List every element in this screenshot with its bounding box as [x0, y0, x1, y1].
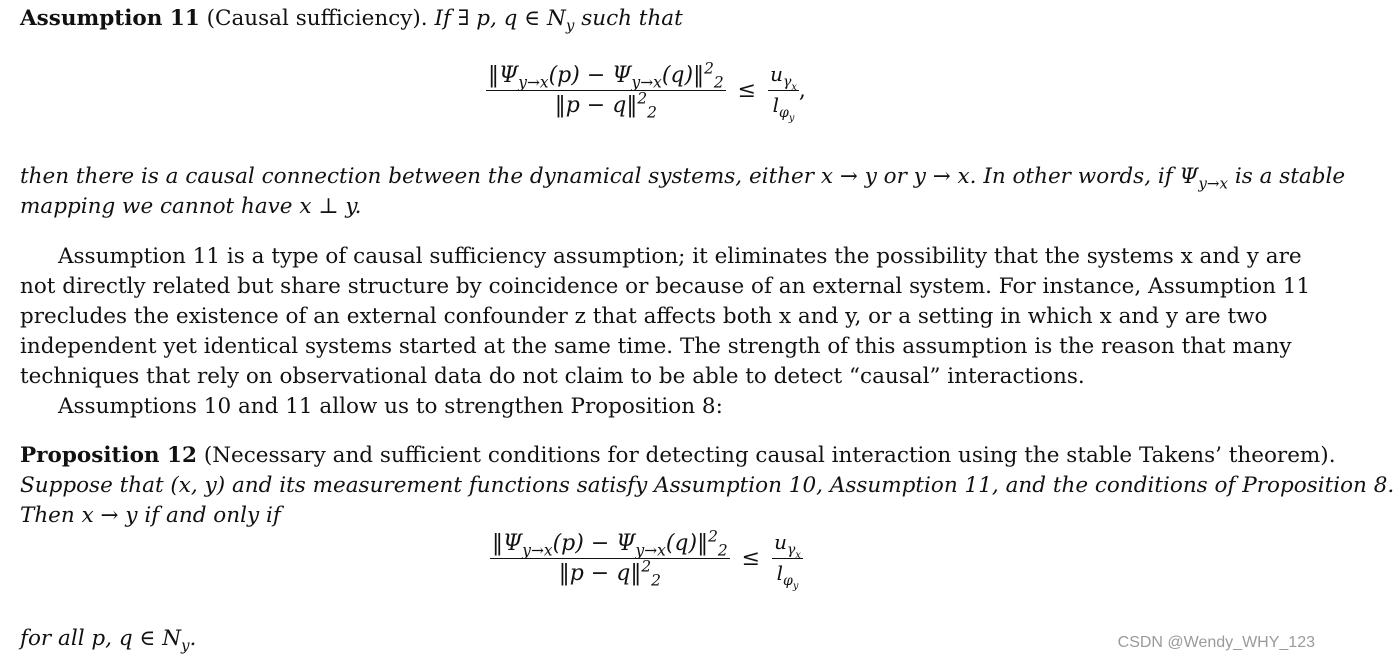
proposition-line-2: Then x → y if and only if	[20, 503, 281, 528]
bound-fraction: $\frac{u_{\gamma_x}}{l_{\varphi_y}}$	[770, 62, 797, 124]
assumption-conclusion-line-1: then there is a causal connection between the dynamical systems, either x → y or y → x. In other words, if $\Psi_{y\to x}$ is a stable	[20, 164, 1346, 193]
assumption-heading: Assumption 11	[20, 6, 200, 31]
body-para1-line-3: precludes the existence of an external confounder z that affects both x and y, or a setting in which x and y are two	[20, 304, 1268, 329]
assumption-heading-line	[20, 4, 683, 34]
leq-symbol: ≤	[737, 77, 757, 103]
watermark: CSDN @Wendy_WHY_123	[1117, 634, 1315, 651]
assumption-equation	[486, 59, 806, 124]
proposition-footer: for all p, q ∈ $N_y$.	[20, 626, 197, 655]
proposition-title: (Necessary and sufficient conditions for detecting causal interaction using the stable Takens’ theorem).	[203, 443, 1336, 468]
body-para1-line-4: independent yet identical systems started at the same time. The strength of this assumption is the reason that many	[20, 334, 1292, 359]
assumption-condition: If ∃ p, q ∈ $N_y$ such that	[434, 6, 683, 35]
body-para1-line-5: techniques that rely on observational data do not claim to be able to detect “causal” interactions.	[20, 364, 1085, 389]
bound-fraction: $\frac{u_{\gamma_x}}{l_{\varphi_y}}$	[774, 530, 801, 592]
body-para1-line-1: Assumption 11 is a type of causal sufficiency assumption; it eliminates the possibility that the systems x and y are	[58, 244, 1302, 269]
equation-numerator: $‖\Psi_{y\to x}(p)$ − $\Psi_{y\to x}(q)‖^2_2$	[492, 527, 728, 560]
body-para2: Assumptions 10 and 11 allow us to strengthen Proposition 8:	[58, 394, 723, 419]
proposition-equation	[490, 527, 803, 592]
assumption-title: (Causal sufficiency).	[206, 6, 428, 31]
leq-symbol: ≤	[741, 545, 761, 571]
equation-comma: ,	[798, 77, 806, 103]
body-para1-line-2: not directly related but share structure by coincidence or because of an external system. For instance, Assumption 11	[20, 274, 1311, 299]
equation-fraction	[490, 527, 730, 590]
equation-fraction	[486, 59, 726, 122]
assumption-conclusion-line-2: mapping we cannot have x ⊥ y.	[20, 194, 362, 219]
equation-numerator: $‖\Psi_{y\to x}(p)$ − $\Psi_{y\to x}(q)‖^2_2$	[488, 59, 724, 92]
proposition-line-1: Suppose that (x, y) and its measurement functions satisfy Assumption 10, Assumption 11, and the conditions of Proposition 8.	[20, 473, 1394, 498]
proposition-heading-line	[20, 441, 1336, 471]
proposition-heading: Proposition 12	[20, 443, 197, 468]
equation-denominator: ‖p − q‖$^2_2$	[554, 89, 657, 122]
equation-denominator: ‖p − q‖$^2_2$	[558, 557, 661, 590]
